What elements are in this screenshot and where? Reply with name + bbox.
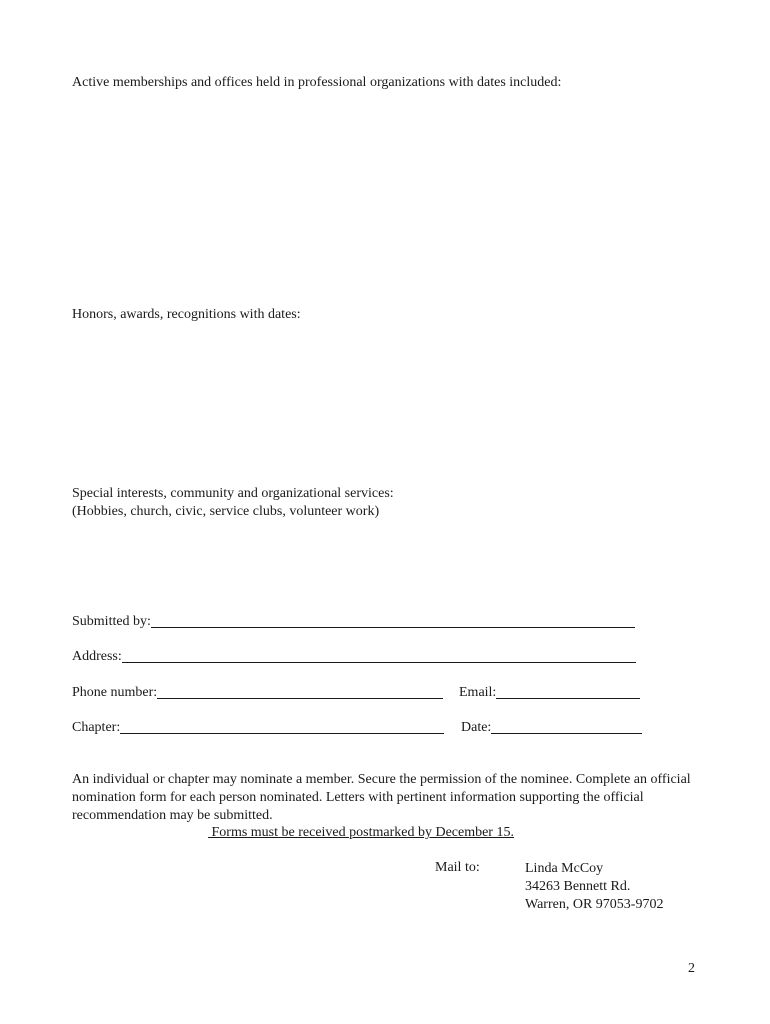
address-label: Address:: [72, 649, 122, 664]
interests-heading: [72, 485, 394, 521]
phone-label: Phone number:: [72, 685, 158, 700]
date-input[interactable]: [491, 718, 642, 734]
address-input[interactable]: [122, 647, 636, 663]
nomination-instructions: An individual or chapter may nominate a member. Secure the permission of the nominee. Complete an official nomination form for each person nominated. Letters with pertinent information supporting the official recommendation may be submitted.: [72, 772, 691, 823]
date-field: [461, 716, 642, 736]
address-field: [72, 645, 636, 665]
interests-title: Special interests, community and organizational services:: [72, 486, 394, 501]
email-label: Email:: [459, 685, 497, 700]
chapter-label: Chapter:: [72, 720, 121, 735]
submitted-by-label: Submitted by:: [72, 614, 151, 629]
recipient-city: Warren, OR 97053-9702: [525, 897, 664, 912]
submitted-by-field: [72, 610, 635, 630]
mail-to-label: Mail to:: [435, 860, 480, 875]
recipient-street: 34263 Bennett Rd.: [525, 879, 631, 894]
honors-heading: Honors, awards, recognitions with dates:: [72, 307, 301, 322]
submitted-by-input[interactable]: [151, 612, 635, 628]
email-input[interactable]: [496, 683, 640, 699]
deadline-notice: Forms must be received postmarked by December 15.: [208, 825, 514, 840]
recipient-name: Linda McCoy: [525, 861, 604, 876]
date-label: Date:: [461, 720, 492, 735]
chapter-field: [72, 716, 444, 736]
page-number: 2: [688, 961, 695, 976]
interests-examples: (Hobbies, church, civic, service clubs, volunteer work): [72, 504, 380, 519]
chapter-input[interactable]: [120, 718, 444, 734]
mailing-address: [525, 860, 663, 914]
phone-field: [72, 681, 443, 701]
phone-input[interactable]: [157, 683, 443, 699]
memberships-heading: Active memberships and offices held in professional organizations with dates included:: [72, 75, 562, 90]
email-field: [459, 681, 640, 701]
